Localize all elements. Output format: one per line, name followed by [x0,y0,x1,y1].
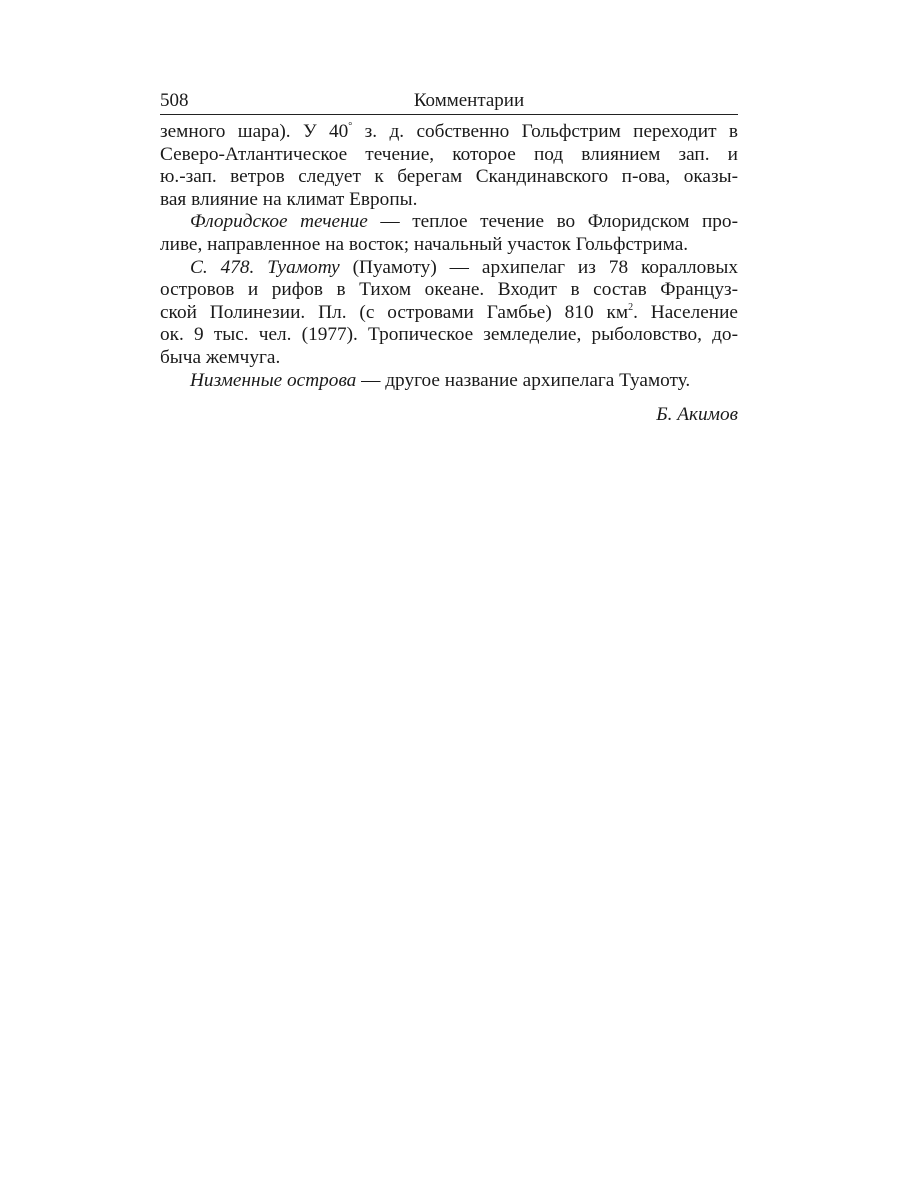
text-line [160,121,738,144]
text-line [160,370,738,393]
text-line [160,324,738,347]
text-run: земного шара). У 40 [160,121,349,142]
paragraph [160,257,738,370]
text-run: Северо-Атлантическое течение, которое под влиянием зап. и [160,143,738,165]
text-line [160,166,738,189]
running-title: Комментарии [413,90,525,111]
text-run: ской Полинезии. Пл. (с островами Гамбье) 810 км [160,301,629,323]
text-line [160,234,738,257]
text-run: (Пуамоту) — архипелаг из 78 коралловых [339,256,738,278]
italic-term: Низменные острова [190,369,357,391]
text-line [160,211,738,234]
superscript: 2 [628,301,634,313]
text-run: островов и рифов в Тихом океане. Входит в состав Француз- [160,279,738,301]
page-number: 508 [160,90,189,111]
text-run: . Население [633,301,738,323]
text-run: — другое название архипелага Туамоту. [356,369,691,391]
superscript: ° [348,121,353,132]
text-run: ливе, направленное на восток; начальный участок Гольфстрима. [160,233,689,255]
text-run: ок. 9 тыс. чел. (1977). Тропическое земледелие, рыболовство, до- [160,324,738,346]
text-line [160,279,738,302]
text-line [160,347,738,370]
page [160,88,738,426]
paragraph [160,211,738,256]
text-run: вая влияние на климат Европы. [160,188,418,210]
text-run: ю.-зап. ветров следует к берегам Скандинавского п-ова, оказы- [160,166,738,188]
text-line [160,302,738,325]
author-signature: Б. Акимов [656,404,738,426]
text-run: — теплое течение во Флоридском про- [367,211,738,233]
italic-term: С. 478. Туамоту [190,256,340,278]
italic-term: Флоридское течение [190,211,368,233]
running-head [160,88,738,114]
text-line [160,144,738,167]
text-run: быча жемчуга. [160,346,281,368]
text-line [160,189,738,212]
paragraph [160,370,738,393]
text-line [160,257,738,280]
header-rule [160,114,738,115]
text-run: з. д. собственно Гольфстрим переходит в [352,121,738,142]
body-text [160,121,738,392]
paragraph [160,121,738,211]
